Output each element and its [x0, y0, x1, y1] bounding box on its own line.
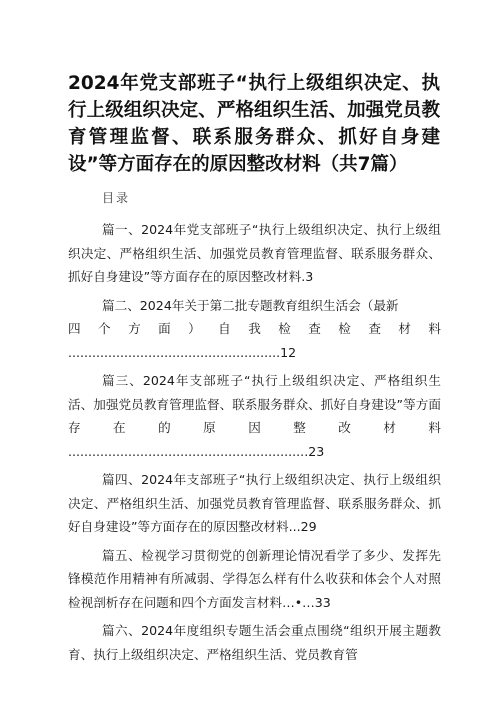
toc-entry-3[interactable] [68, 369, 441, 463]
toc-entry-1[interactable] [68, 218, 441, 289]
document-title: 2024年党支部班子“执行上级组织决定、执行上级组织决定、严格组织生活、加强党员教育管理监督、联系服务群众、抓好自身建设”等方面存在的原因整改材料（共7篇） [68, 73, 440, 175]
toc-entry-text-continued: 四个方面）自我检查检查材料 .....................................................12 [68, 321, 441, 360]
toc-entry-6[interactable] [68, 619, 441, 666]
toc-entry-text: 篇四、2024年支部班子“执行上级组织决定、执行上级组织决定、严格组织生活、加强党员教育管理监督、联系服务群众、抓好自身建设”等方面存在的原因整改材料...29 [68, 472, 441, 534]
toc-entry-2[interactable] [68, 294, 441, 365]
toc-entry-text: 篇三、2024年支部班子“执行上级组织决定、严格组织生活、加强党员教育管理监督、联系服务群众、抓好自身建设”等方面存在的原因整改材料 ............................................................23 [68, 373, 441, 459]
toc-entry-4[interactable] [68, 468, 441, 539]
toc-entry-text: 篇一、2024年党支部班子“执行上级组织决定、执行上级组织决定、严格组织生活、加强党员教育管理监督、联系服务群众、抓好自身建设”等方面存在的原因整改材料.3 [68, 222, 441, 284]
toc-entry-text: 篇六、2024年度组织专题生活会重点围绕“组织开展主题教育、执行上级组织决定、严格组织生活、党员教育管 [68, 623, 441, 662]
toc-entry-5[interactable] [68, 544, 441, 615]
toc-entry-text: 篇二、2024年关于第二批专题教育组织生活会（最新 [102, 297, 399, 313]
table-of-contents [68, 218, 441, 671]
toc-heading: 目录 [102, 191, 131, 205]
toc-entry-text: 篇五、检视学习贯彻党的创新理论情况看学了多少、发挥先锋模范作用精神有所减弱、学得怎么样有什么收获和体会个人对照检视剖析存在问题和四个方面发言材料…•…33 [68, 547, 441, 610]
